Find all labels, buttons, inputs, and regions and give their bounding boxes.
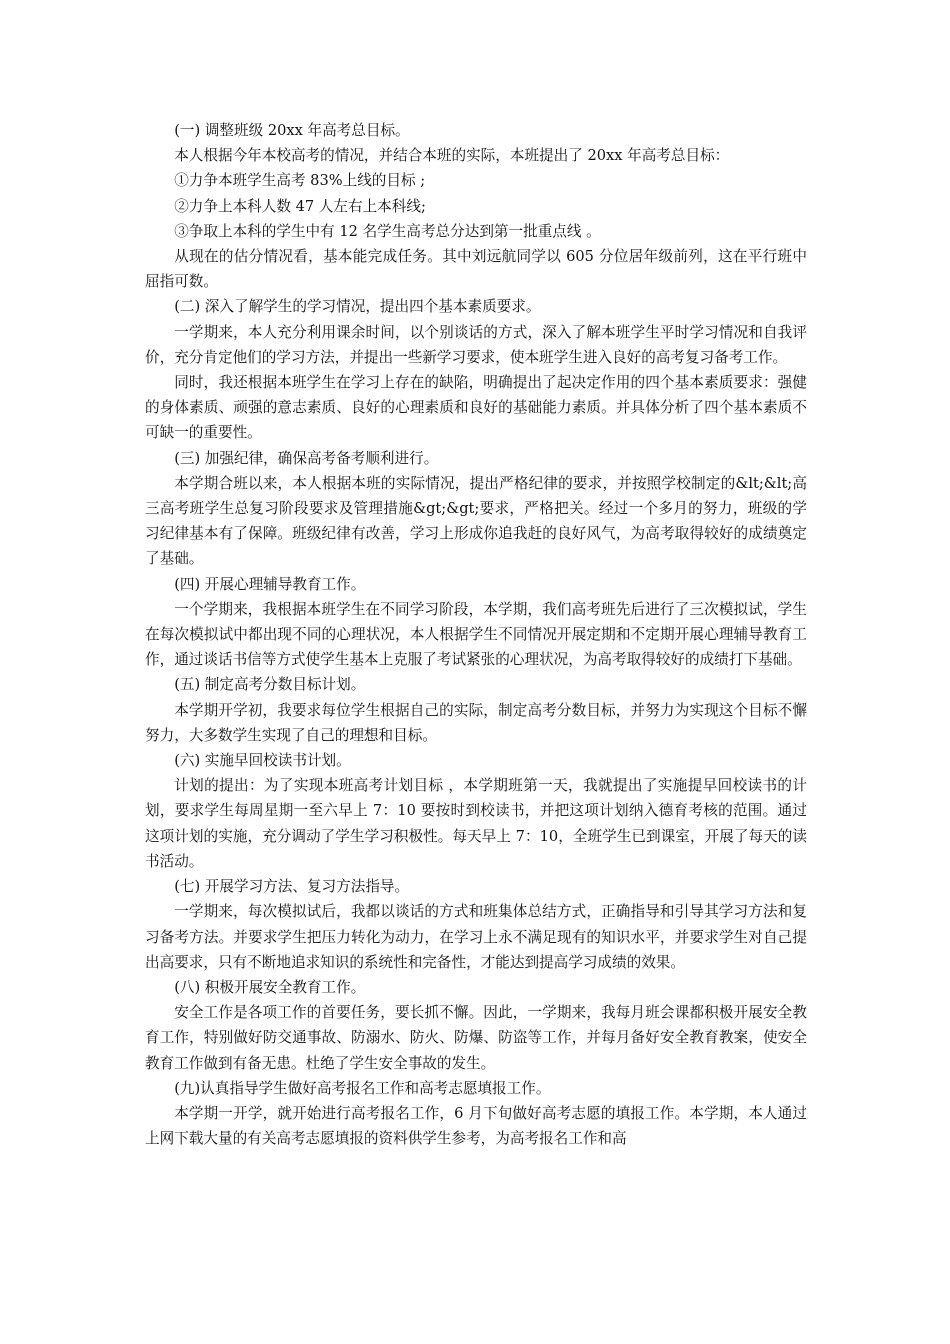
paragraph-four-qualities: 同时，我还根据本班学生在学习上存在的缺陷，明确提出了起决定作用的四个基本素质要求：强健的身体素质、顽强的意志素质、良好的心理素质和良好的基础能力素质。并具体分析了四个基本素质不可缺一的重要性。 <box>145 374 807 442</box>
section-heading-5: (五) 制定高考分数目标计划。 <box>174 676 366 694</box>
paragraph-study-situation: 一学期来，本人充分利用课余时间，以个别谈话的方式，深入了解本班学生平时学习情况和自我评价，充分肯定他们的学习方法，并提出一些新学习要求，使本班学生进入良好的高考复习备考工作。 <box>145 323 807 366</box>
section-heading-2: (二) 深入了解学生的学习情况，提出四个基本素质要求。 <box>174 298 541 316</box>
goal-item-1: ①力争本班学生高考 83%上线的目标 ; <box>174 172 426 190</box>
paragraph-estimate: 从现在的估分情况看，基本能完成任务。其中刘远航同学以 605 分位居年级前列，这在平行班中屈指可数。 <box>145 248 807 291</box>
paragraph-morning-reading: 计划的提出：为了实现本班高考计划目标 ，本学期班第一天，我就提出了实施提早回校读书的计划，要求学生每周星期一至六早上 7：10 要按时到校读书，并把这项计划纳入德育考核的范围。通过这项计划的实施，充分调动了学生学习积极性。每天早上 7：10，全班学生已到课室，开展了每天的读书活动。 <box>145 777 807 870</box>
section-heading-8: (八) 积极开展安全教育工作。 <box>174 978 366 996</box>
section-heading-6: (六) 实施早回校读书计划。 <box>174 752 351 770</box>
section-heading-9: (九)认真指导学生做好高考报名工作和高考志愿填报工作。 <box>174 1079 551 1097</box>
paragraph-study-methods: 一学期来，每次模拟试后，我都以谈话的方式和班集体总结方式，正确指导和引导其学习方法和复习备考方法。并要求学生把压力转化为动力，在学习上永不满足现有的知识水平，并要求学生对自己提出高要求，只有不断地追求知识的系统性和完备性，才能达到提高学习成绩的效果。 <box>145 903 807 971</box>
section-heading-4: (四) 开展心理辅导教育工作。 <box>174 575 366 593</box>
goal-item-2: ②力争上本科人数 47 人左右上本科线; <box>174 197 426 215</box>
section-heading-3: (三) 加强纪律，确保高考备考顺利进行。 <box>174 449 439 467</box>
goal-item-3: ③争取上本科的学生中有 12 名学生高考总分达到第一批重点线 。 <box>174 222 601 240</box>
section-heading-7: (七) 开展学习方法、复习方法指导。 <box>174 878 410 896</box>
paragraph-discipline: 本学期合班以来，本人根据本班的实际情况，提出严格纪律的要求，并按照学校制定的&lt;&lt;高三高考班学生总复习阶段要求及管理措施&gt;&gt;要求，严格把关。经过一个多月的努力，班级的学习纪律基本有了保障。班级纪律有改善，学习上形成你追我赶的良好风气，为高考取得较好的成绩奠定了基础。 <box>145 474 807 568</box>
paragraph-intro-goals: 本人根据今年本校高考的情况，并结合本班的实际，本班提出了 20xx 年高考总目标： <box>174 147 730 165</box>
paragraph-score-goals: 本学期开学初，我要求每位学生根据自己的实际，制定高考分数目标，并努力为实现这个目标不懈努力，大多数学生实现了自己的理想和目标。 <box>145 701 807 744</box>
document-page <box>145 118 807 1151</box>
section-heading-1: (一) 调整班级 20xx 年高考总目标。 <box>174 122 410 139</box>
paragraph-counseling: 一个学期来，我根据本班学生在不同学习阶段，本学期，我们高考班先后进行了三次模拟试，学生在每次模拟试中都出现不同的心理状况，本人根据学生不同情况开展定期和不定期开展心理辅导教育工作，通过谈话书信等方式使学生基本上克服了考试紧张的心理状况，为高考取得较好的成绩打下基础。 <box>145 600 807 669</box>
paragraph-safety: 安全工作是各项工作的首要任务，要长抓不懈。因此，一学期来，我每月班会课都积极开展安全教育工作，特别做好防交通事故、防溺水、防火、防爆、防盗等工作，并每月备好安全教育教案，使安全教育工作做到有备无患。杜绝了学生安全事故的发生。 <box>145 1004 807 1072</box>
paragraph-registration: 本学期一开学，就开始进行高考报名工作，6 月下旬做好高考志愿的填报工作。本学期，本人通过上网下载大量的有关高考志愿填报的资料供学生参考，为高考报名工作和高 <box>145 1104 807 1148</box>
